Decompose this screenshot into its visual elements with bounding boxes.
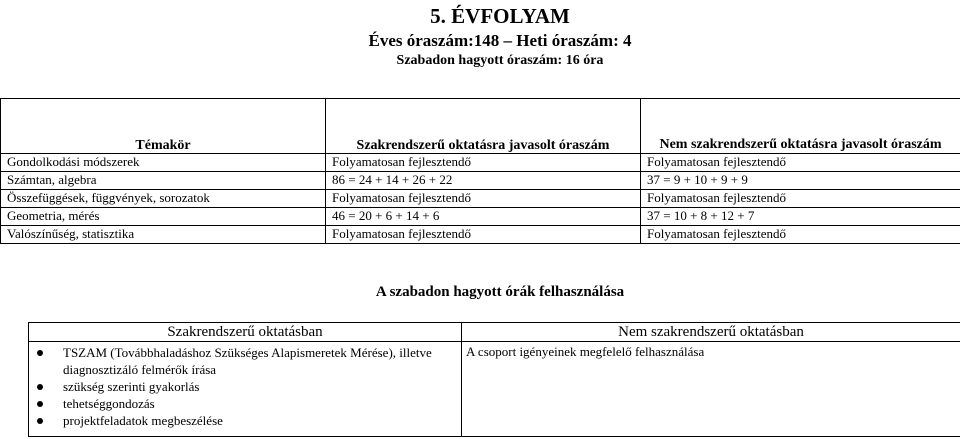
list-item	[63, 412, 457, 429]
bullet-icon	[37, 350, 43, 356]
list-item	[63, 378, 457, 395]
non-specialized-cell: Folyamatosan fejlesztendő	[641, 226, 960, 244]
non-specialized-cell: Folyamatosan fejlesztendő	[641, 190, 960, 208]
specialized-cell: 86 = 24 + 14 + 26 + 22	[326, 172, 641, 190]
bullet-icon	[37, 418, 43, 424]
usage-table	[28, 322, 960, 437]
table-row	[1, 154, 960, 172]
free-hours-subtitle: Szabadon hagyott óraszám: 16 óra	[396, 53, 604, 68]
non-specialized-cell: Folyamatosan fejlesztendő	[641, 154, 960, 172]
specialized-cell: Folyamatosan fejlesztendő	[326, 226, 641, 244]
table-row	[1, 208, 960, 226]
column-header-non-specialized: Nem szakrendszerű oktatásra javasolt óraszám	[641, 99, 960, 154]
bullet-icon	[37, 384, 43, 390]
specialized-cell: Folyamatosan fejlesztendő	[326, 190, 641, 208]
list-item-text: tehetséggondozás	[63, 396, 155, 411]
usage-specialized-cell	[29, 342, 462, 437]
usage-specialized-list	[33, 344, 457, 429]
topic-cell: Számtan, algebra	[1, 172, 326, 190]
table-header-row	[1, 99, 960, 154]
list-item-text: szükség szerinti gyakorlás	[63, 379, 200, 394]
usage-non-specialized-cell: A csoport igényeinek megfelelő felhasználása	[462, 342, 960, 437]
table-row	[1, 226, 960, 244]
list-item-text: TSZAM (Továbbhaladáshoz Szükséges Alapismeretek Mérése), illetve diagnosztizáló felmérők írása	[63, 345, 432, 377]
non-specialized-cell: 37 = 10 + 8 + 12 + 7	[641, 208, 960, 226]
list-item-text: projektfeladatok megbeszélése	[63, 413, 223, 428]
usage-header-non-specialized: Nem szakrendszerű oktatásban	[462, 323, 960, 342]
topic-cell: Gondolkodási módszerek	[1, 154, 326, 172]
hours-subtitle: Éves óraszám:148 – Heti óraszám: 4	[368, 31, 632, 50]
table-row	[1, 172, 960, 190]
usage-body-row	[29, 342, 960, 437]
bullet-icon	[37, 401, 43, 407]
usage-header-specialized: Szakrendszerű oktatásban	[29, 323, 462, 342]
specialized-cell: Folyamatosan fejlesztendő	[326, 154, 641, 172]
list-item	[63, 344, 443, 378]
column-header-specialized: Szakrendszerű oktatásra javasolt óraszám	[326, 99, 641, 154]
usage-section-title: A szabadon hagyott órák felhasználása	[375, 284, 625, 300]
column-header-topic: Témakör	[1, 99, 326, 154]
page-title: 5. ÉVFOLYAM	[430, 4, 570, 28]
list-item	[63, 395, 457, 412]
topic-cell: Geometria, mérés	[1, 208, 326, 226]
topic-cell: Összefüggések, függvények, sorozatok	[1, 190, 326, 208]
usage-header-row	[29, 323, 960, 342]
table-row	[1, 190, 960, 208]
specialized-cell: 46 = 20 + 6 + 14 + 6	[326, 208, 641, 226]
topic-cell: Valószínűség, statisztika	[1, 226, 326, 244]
non-specialized-cell: 37 = 9 + 10 + 9 + 9	[641, 172, 960, 190]
topics-table	[0, 98, 960, 244]
